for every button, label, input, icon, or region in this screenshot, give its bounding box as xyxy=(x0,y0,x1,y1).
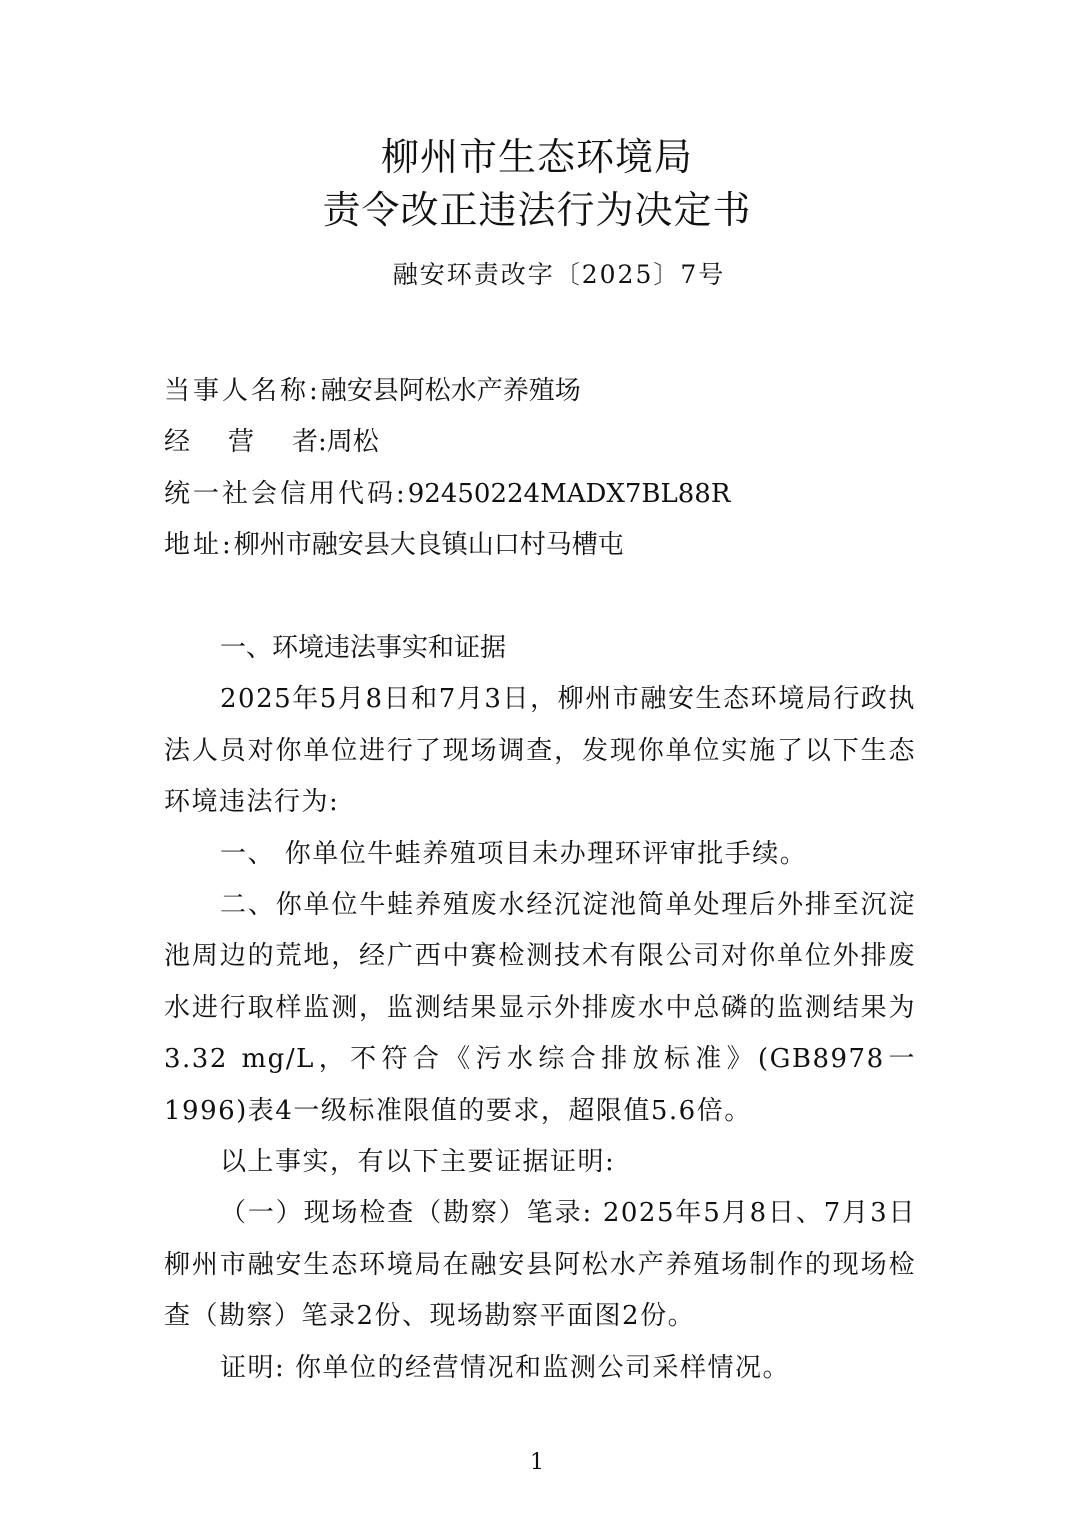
operator-label: 经 营 者: xyxy=(164,427,327,458)
operator-value: 周松 xyxy=(326,427,379,458)
document-body xyxy=(164,366,916,1394)
address-label: 地址: xyxy=(164,530,234,561)
paragraph-violation-1: 一、 你单位牛蛙养殖项目未办理环评审批手续。 xyxy=(220,838,808,869)
document-title-line1: 柳州市生态环境局 xyxy=(380,135,693,179)
document-number: 融安环责改字〔2025〕7号 xyxy=(392,260,726,289)
paragraph-evidence-1: （一）现场检查（勘察）笔录: 2025年5月8日、7月3日柳州市融安生态环境局在融安县阿松水产养殖场制作的现场检查（勘察）笔录2份、现场勘察平面图2份。 xyxy=(164,1198,916,1332)
address-value: 柳州市融安县大良镇山口村马槽屯 xyxy=(233,530,624,561)
paragraph-proof: 证明: 你单位的经营情况和监测公司采样情况。 xyxy=(220,1352,791,1383)
spacer xyxy=(164,572,916,623)
paragraph-evidence-intro: 以上事实，有以下主要证据证明: xyxy=(220,1147,616,1177)
credit-code-label: 统一社会信用代码: xyxy=(164,478,408,509)
paragraph-violation-2: 二、你单位牛蛙养殖废水经沉淀池简单处理后外排至沉淀池周边的荒地，经广西中赛检测技术有限公司对你单位外排废水进行取样监测，监测结果显示外排废水中总磷的监测结果为3.32 mg/L，不符合《污水综合排放标准》(GB8978一1996)表4一级标准限值的要求，超限值5.6倍。 xyxy=(164,889,916,1126)
document-title-line2: 责令改正违法行为决定书 xyxy=(322,188,752,232)
party-name-value: 融安县阿松水产养殖场 xyxy=(320,376,581,406)
operator-row xyxy=(164,417,916,468)
section-heading: 一、环境违法事实和证据 xyxy=(220,632,507,663)
page-number: 1 xyxy=(530,1450,544,1475)
credit-code-row xyxy=(164,469,916,520)
paragraph-investigation: 2025年5月8日和7月3日，柳州市融安生态环境局行政执法人员对你单位进行了现场调查，发现你单位实施了以下生态环境违法行为: xyxy=(164,684,916,818)
address-row xyxy=(164,520,916,571)
party-name-row xyxy=(164,366,916,417)
party-name-label: 当事人名称: xyxy=(164,376,321,406)
credit-code-value: 92450224MADX7BL88R xyxy=(407,478,731,509)
